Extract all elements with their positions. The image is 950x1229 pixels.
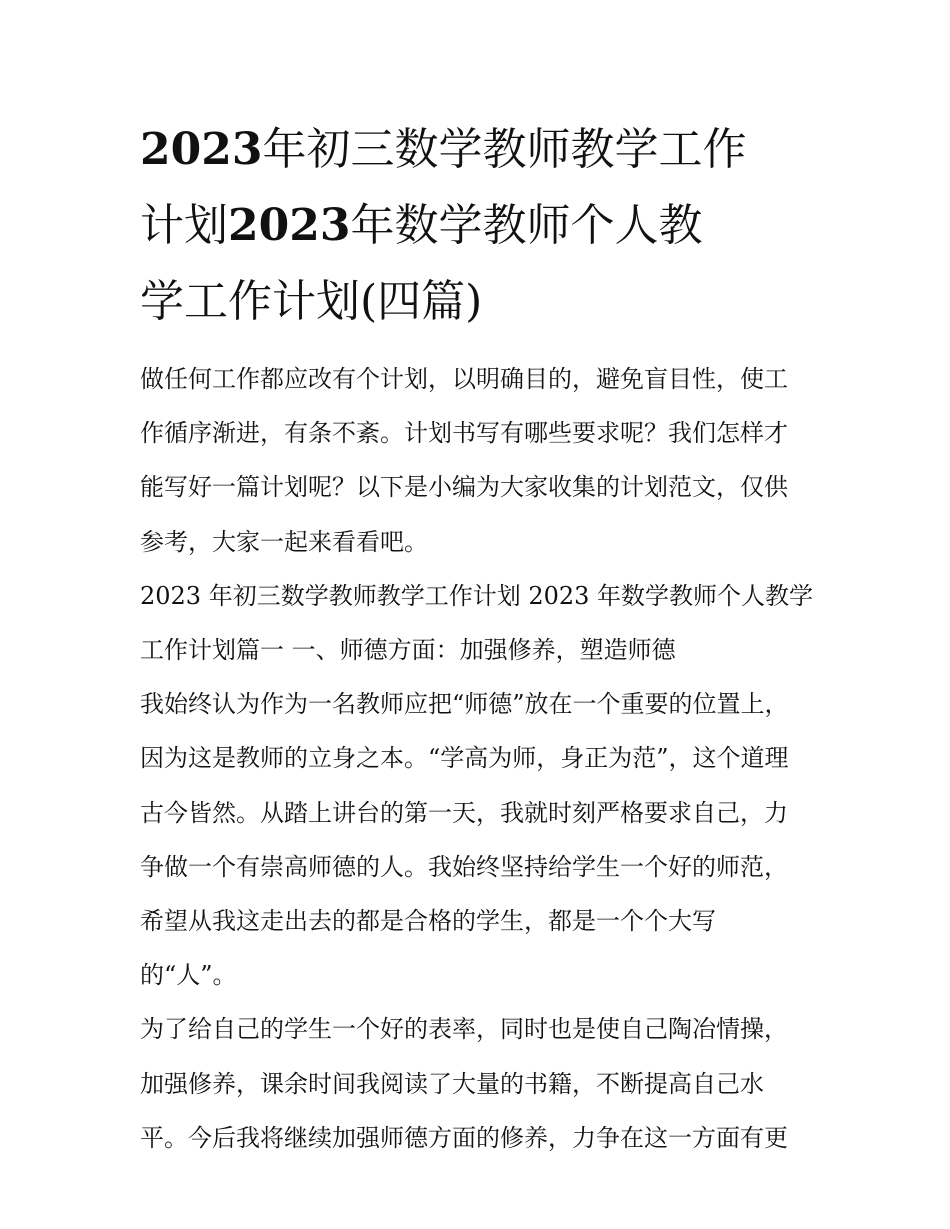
document-body xyxy=(140,352,830,1165)
body-line: 加强修养，课余时间我阅读了大量的书籍，不断提高自己水 xyxy=(140,1069,764,1098)
body-line: 古今皆然。从踏上讲台的第一天，我就时刻严格要求自己，力 xyxy=(140,798,788,827)
document-title xyxy=(140,112,820,340)
title-text: 学工作计划(四篇) xyxy=(140,276,483,327)
title-year: 2023 xyxy=(228,200,351,251)
body-line: 争做一个有崇高师德的人。我始终坚持给学生一个好的师范， xyxy=(140,852,788,881)
body-line: 希望从我这走出去的都是合格的学生，都是一个个大写 xyxy=(140,907,716,936)
title-text: 年数学教师个人教 xyxy=(350,200,703,251)
body-line: 工作计划篇一 一、师德方面：加强修养，塑造师德 xyxy=(140,636,676,665)
body-line: 作循序渐进，有条不紊。计划书写有哪些要求呢？我们怎样才 xyxy=(140,419,788,448)
body-line: 做任何工作都应改有个计划，以明确目的，避免盲目性，使工 xyxy=(140,365,788,393)
title-line-1 xyxy=(140,112,820,188)
title-line-2 xyxy=(140,188,820,264)
title-year: 2023 xyxy=(140,124,263,175)
body-line: 的“人”。 xyxy=(140,961,237,990)
body-line: 我始终认为作为一名教师应把“师德”放在一个重要的位置上， xyxy=(140,690,789,719)
body-line: 能写好一篇计划呢？以下是小编为大家收集的计划范文，仅供 xyxy=(140,473,788,502)
body-line: 因为这是教师的立身之本。“学高为师，身正为范”，这个道理 xyxy=(140,744,789,773)
title-text: 年初三数学教师教学工作 xyxy=(262,124,747,175)
body-line: 平。今后我将继续加强师德方面的修养，力争在这一方面有更 xyxy=(140,1123,788,1152)
body-line: 参考，大家一起来看看吧。 xyxy=(140,527,428,556)
title-line-3 xyxy=(140,264,820,340)
title-text: 计划 xyxy=(140,200,228,251)
body-line: 2023 年初三数学教师教学工作计划 2023 年数学教师个人教学 xyxy=(140,581,814,610)
body-line: 为了给自己的学生一个好的表率，同时也是使自己陶冶情操， xyxy=(140,1015,788,1044)
